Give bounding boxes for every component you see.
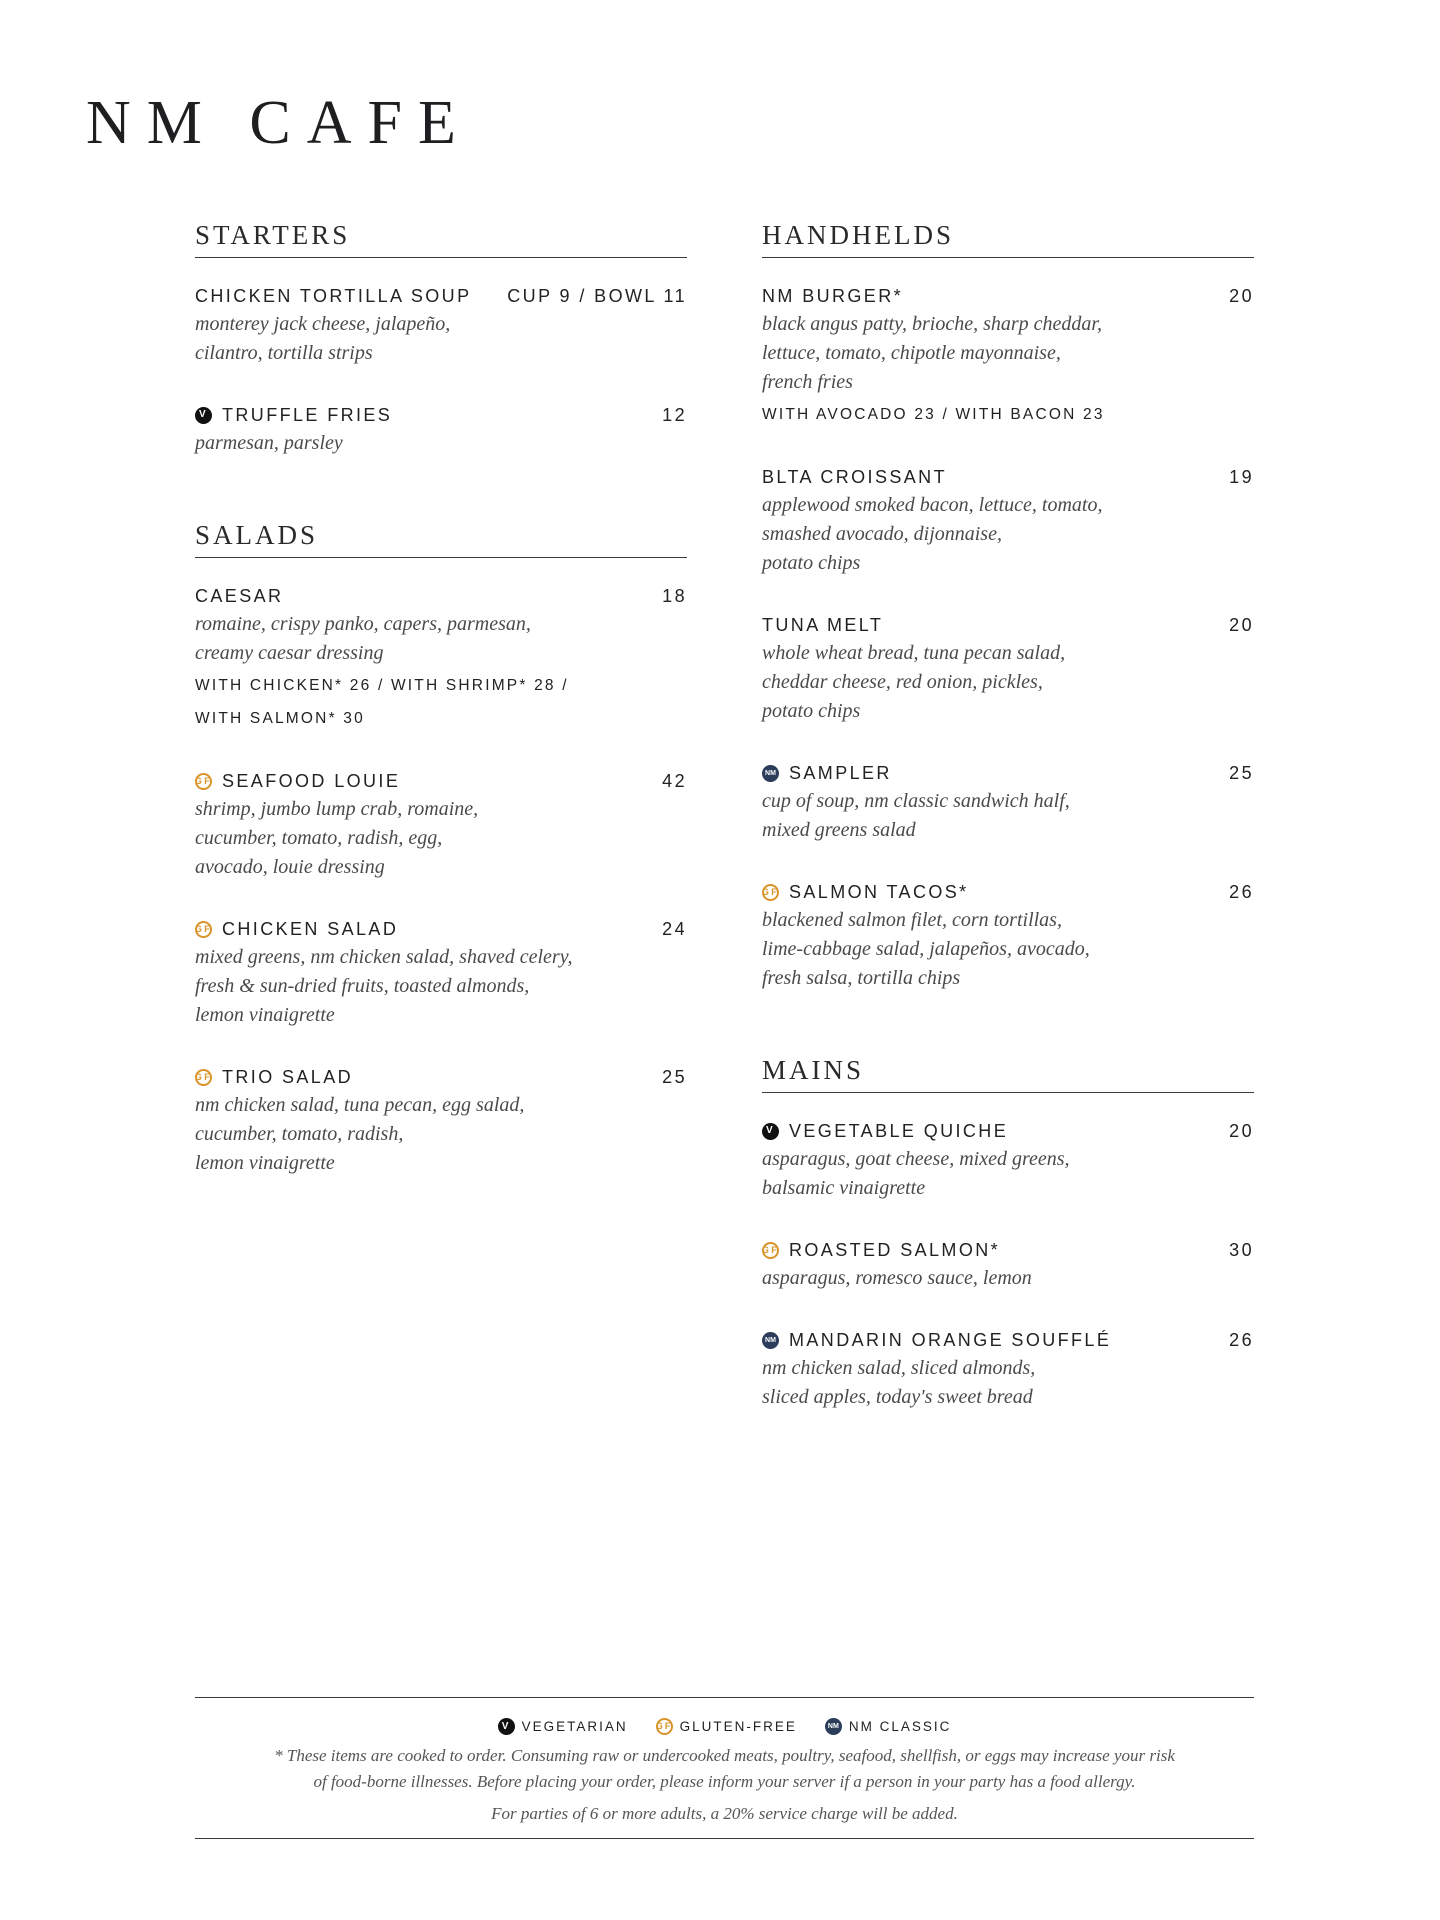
item-description: cucumber, tomato, radish, xyxy=(195,1123,404,1145)
menu-item-roasted-salmon xyxy=(762,1236,1254,1293)
item-price: 26 xyxy=(1229,882,1254,902)
section-starters xyxy=(195,220,687,458)
section-title: HANDHELDS xyxy=(762,220,1254,258)
item-description: lemon vinaigrette xyxy=(195,1152,335,1174)
nm-classic-icon: NM xyxy=(762,765,779,782)
item-description: balsamic vinaigrette xyxy=(762,1177,926,1199)
item-description: applewood smoked bacon, lettuce, tomato, xyxy=(762,494,1103,516)
menu-footer xyxy=(195,1697,1254,1839)
item-price: 30 xyxy=(1229,1240,1254,1260)
item-price: 25 xyxy=(662,1067,687,1087)
brand-title: NM CAFE xyxy=(86,89,472,157)
item-description: cucumber, tomato, radish, egg, xyxy=(195,827,443,849)
item-name: CAESAR xyxy=(195,586,284,606)
item-description: fresh salsa, tortilla chips xyxy=(762,967,961,989)
item-description: nm chicken salad, sliced almonds, xyxy=(762,1357,1036,1379)
legend-nm-classic xyxy=(825,1718,952,1735)
item-price: 19 xyxy=(1229,467,1254,487)
item-description: cheddar cheese, red onion, pickles, xyxy=(762,671,1043,693)
menu-item-nm-burger xyxy=(762,282,1254,430)
item-description: mixed greens, nm chicken salad, shaved celery, xyxy=(195,946,573,968)
gluten-free-icon: GF xyxy=(195,773,212,790)
item-price: 24 xyxy=(662,919,687,939)
item-description: asparagus, romesco sauce, lemon xyxy=(762,1267,1032,1289)
menu-item-tuna-melt xyxy=(762,611,1254,726)
legend-label: NM CLASSIC xyxy=(848,1719,952,1734)
item-description: nm chicken salad, tuna pecan, egg salad, xyxy=(195,1094,525,1116)
vegetarian-icon: V xyxy=(498,1718,515,1735)
item-price: 42 xyxy=(662,771,687,791)
item-name: BLTA CROISSANT xyxy=(762,467,947,487)
food-safety-disclaimer: * These items are cooked to order. Consuming raw or undercooked meats, poultry, seafood, shellfish, or eggs may increase your risk xyxy=(274,1746,1175,1765)
item-name: CHICKEN TORTILLA SOUP xyxy=(195,286,472,306)
nm-classic-icon: NM xyxy=(762,1332,779,1349)
section-title: SALADS xyxy=(195,520,687,558)
gluten-free-icon: GF xyxy=(195,1069,212,1086)
item-name: TRUFFLE FRIES xyxy=(222,405,393,425)
section-handhelds xyxy=(762,220,1254,993)
item-description: lemon vinaigrette xyxy=(195,1004,335,1026)
item-name: VEGETABLE QUICHE xyxy=(789,1121,1009,1141)
item-price: CUP 9 / BOWL 11 xyxy=(507,286,687,306)
nm-classic-icon: NM xyxy=(825,1718,842,1735)
menu-item-trio-salad xyxy=(195,1063,687,1178)
item-description: parmesan, parsley xyxy=(195,432,343,454)
item-description: potato chips xyxy=(762,552,861,574)
gluten-free-icon: GF xyxy=(762,1242,779,1259)
item-description: cilantro, tortilla strips xyxy=(195,342,373,364)
gluten-free-icon: GF xyxy=(656,1718,673,1735)
vegetarian-icon: V xyxy=(195,407,212,424)
item-name: MANDARIN ORANGE SOUFFLÉ xyxy=(789,1330,1112,1350)
item-price: 20 xyxy=(1229,615,1254,635)
item-addons: WITH AVOCADO 23 / WITH BACON 23 xyxy=(762,406,1105,423)
item-price: 18 xyxy=(662,586,687,606)
item-price: 20 xyxy=(1229,286,1254,306)
item-addons: WITH SALMON* 30 xyxy=(195,710,365,727)
menu-item-caesar xyxy=(195,582,687,734)
item-description: avocado, louie dressing xyxy=(195,856,385,878)
food-safety-disclaimer: of food-borne illnesses. Before placing your order, please inform your server if a person in your party has a food allergy. xyxy=(313,1772,1136,1791)
item-description: asparagus, goat cheese, mixed greens, xyxy=(762,1148,1070,1170)
gluten-free-icon: GF xyxy=(762,884,779,901)
item-description: smashed avocado, dijonnaise, xyxy=(762,523,1002,545)
menu-item-mandarin-orange-souffle xyxy=(762,1326,1254,1412)
item-name: CHICKEN SALAD xyxy=(222,919,399,939)
item-name: TRIO SALAD xyxy=(222,1067,354,1087)
service-charge-note: For parties of 6 or more adults, a 20% service charge will be added. xyxy=(491,1804,958,1823)
right-column xyxy=(762,220,1254,1474)
section-salads xyxy=(195,520,687,1178)
item-description: blackened salmon filet, corn tortillas, xyxy=(762,909,1062,931)
item-description: black angus patty, brioche, sharp cheddar, xyxy=(762,313,1102,335)
section-title: MAINS xyxy=(762,1055,1254,1093)
section-mains xyxy=(762,1055,1254,1412)
item-name: SAMPLER xyxy=(789,763,892,783)
item-description: lime-cabbage salad, jalapeños, avocado, xyxy=(762,938,1090,960)
left-column xyxy=(195,220,687,1240)
menu-item-chicken-salad xyxy=(195,915,687,1030)
item-price: 20 xyxy=(1229,1121,1254,1141)
menu-item-chicken-tortilla-soup xyxy=(195,282,687,368)
vegetarian-icon: V xyxy=(762,1123,779,1140)
item-name: SEAFOOD LOUIE xyxy=(222,771,401,791)
item-description: creamy caesar dressing xyxy=(195,642,384,664)
menu-item-truffle-fries xyxy=(195,401,687,458)
item-name: SALMON TACOS* xyxy=(789,882,969,902)
item-description: french fries xyxy=(762,371,853,393)
menu-item-sampler xyxy=(762,759,1254,845)
item-description: romaine, crispy panko, capers, parmesan, xyxy=(195,613,531,635)
item-description: potato chips xyxy=(762,700,861,722)
item-name: NM BURGER* xyxy=(762,286,904,306)
menu-item-blta-croissant xyxy=(762,463,1254,578)
legend-vegetarian xyxy=(498,1718,628,1735)
legend-label: GLUTEN-FREE xyxy=(679,1719,797,1734)
item-description: mixed greens salad xyxy=(762,819,916,841)
item-description: whole wheat bread, tuna pecan salad, xyxy=(762,642,1066,664)
legend-gluten-free xyxy=(656,1718,797,1735)
section-title: STARTERS xyxy=(195,220,687,258)
item-addons: WITH CHICKEN* 26 / WITH SHRIMP* 28 / xyxy=(195,677,569,694)
legend-label: VEGETARIAN xyxy=(521,1719,628,1734)
menu-item-seafood-louie xyxy=(195,767,687,882)
item-description: lettuce, tomato, chipotle mayonnaise, xyxy=(762,342,1061,364)
gluten-free-icon: GF xyxy=(195,921,212,938)
item-price: 12 xyxy=(662,405,687,425)
menu-item-salmon-tacos xyxy=(762,878,1254,993)
item-description: sliced apples, today's sweet bread xyxy=(762,1386,1033,1408)
item-description: fresh & sun-dried fruits, toasted almonds, xyxy=(195,975,530,997)
item-description: cup of soup, nm classic sandwich half, xyxy=(762,790,1070,812)
item-price: 26 xyxy=(1229,1330,1254,1350)
item-name: ROASTED SALMON* xyxy=(789,1240,1001,1260)
menu-item-vegetable-quiche xyxy=(762,1117,1254,1203)
item-description: monterey jack cheese, jalapeño, xyxy=(195,313,451,335)
item-price: 25 xyxy=(1229,763,1254,783)
dietary-legend xyxy=(195,1718,1254,1735)
item-description: shrimp, jumbo lump crab, romaine, xyxy=(195,798,479,820)
item-name: TUNA MELT xyxy=(762,615,884,635)
